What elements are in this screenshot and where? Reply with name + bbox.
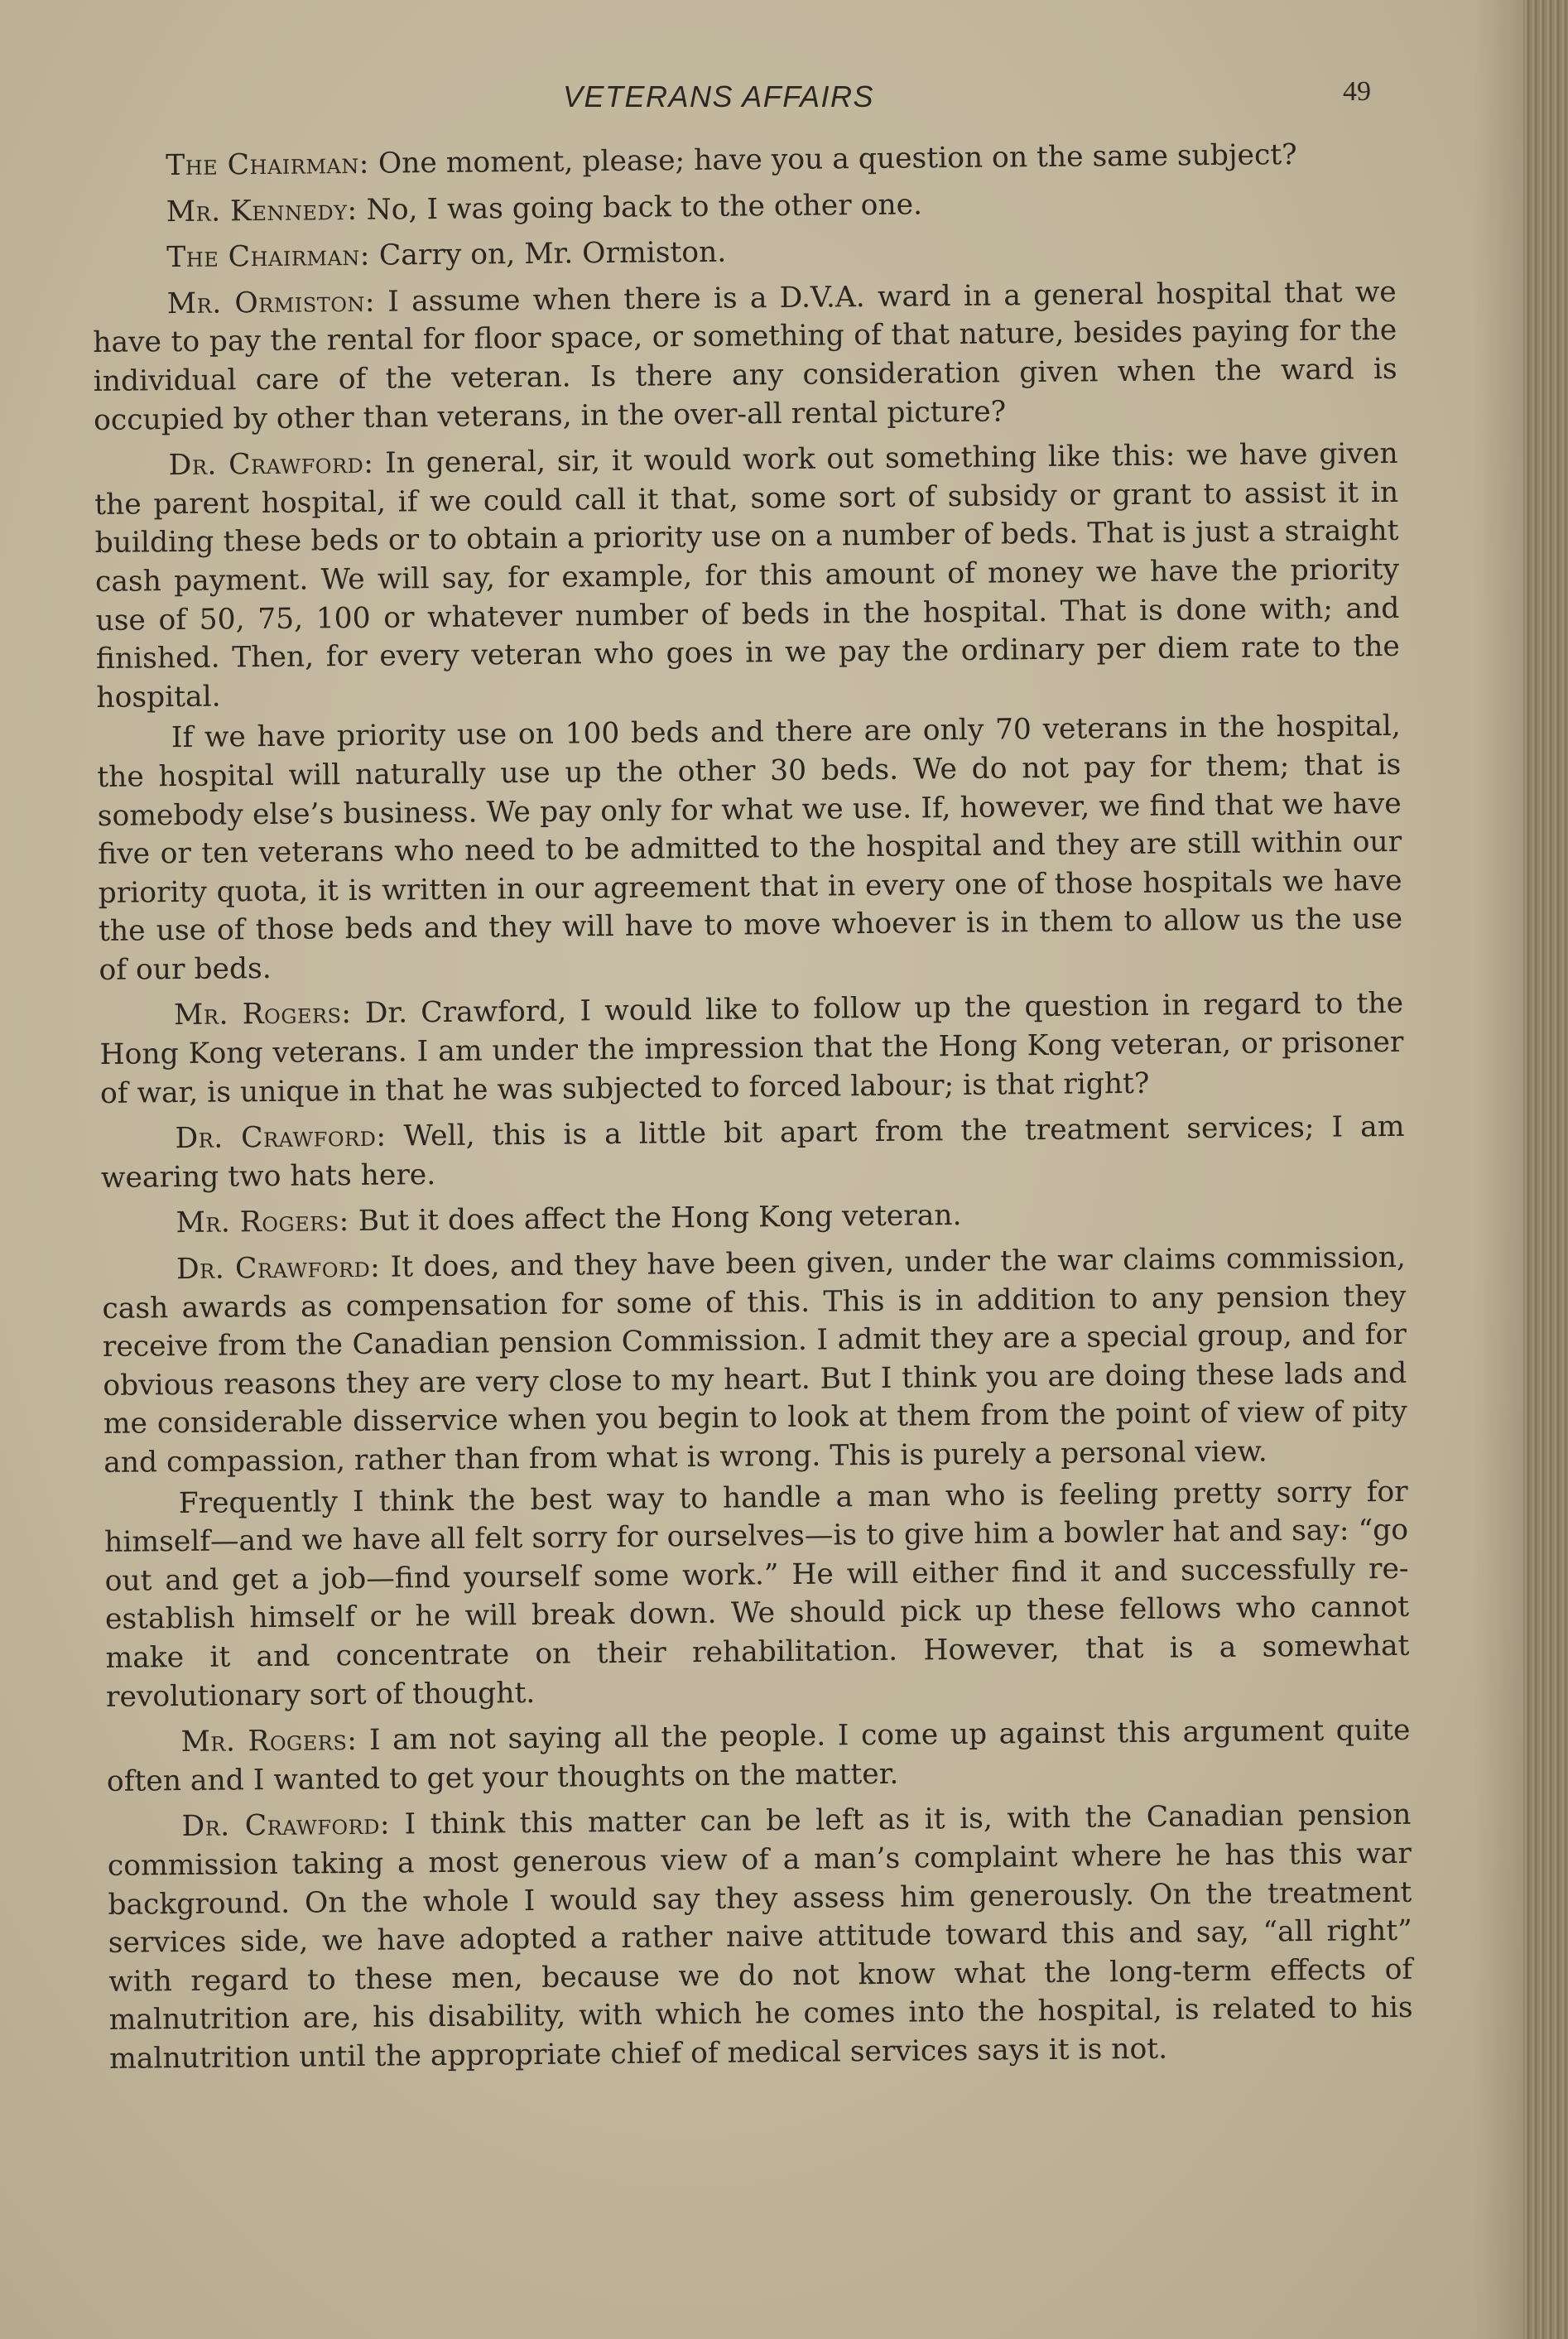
paragraph-text: One moment, please; have you a question on the same subject? [368, 138, 1297, 180]
page-number: 49 [1343, 76, 1371, 107]
speaker-label: Dr. Crawford: [168, 446, 374, 483]
paragraph [102, 1239, 1408, 1483]
speaker-label: The Chairman: [166, 147, 370, 183]
paragraph-text: Carry on, Mr. Ormiston. [369, 235, 727, 272]
speaker-label: Dr. Crawford: [175, 1119, 387, 1156]
speaker-label: Dr. Crawford: [176, 1250, 381, 1287]
paragraph [100, 1108, 1405, 1197]
paragraph [92, 227, 1396, 278]
paragraph-text: It does, and they have been given, under the war claims commission, cash awards as compensation for some of this. This is in addition to any pension they receive from the Canadian pension Commission. I admit they are a special group, and for obvious reasons they are very close to my heart. But I think you are doing these lads and me considerable disservice when you begin to look at them from the point of view of pity and compassion, rather than from what is wrong. This is purely a personal view. [102, 1240, 1407, 1480]
paragraph [107, 1796, 1413, 2078]
speaker-label: Mr. Rogers: [173, 997, 352, 1032]
page-edge-stack [1523, 0, 1568, 2339]
speaker-label: Dr. Crawford: [181, 1807, 391, 1844]
paragraph-text: I think this matter can be left as it is, with the Canadian pension commission taking a most generous view of a man’s complaint where he has this war background. On the whole I would say they assess him generously. On the treatment services side, we have adopted a rather naive attitude toward this and say, “all right” with regard to these men, because we do not know what the long-term effects of malnutrition are, his disability, with which he comes into the hospital, is related to his malnutrition until the appropriate chief of medical services says it is not. [107, 1798, 1413, 2076]
paragraph [97, 707, 1403, 989]
speaker-label: Mr. Rogers: [180, 1724, 358, 1759]
paragraph-text: Well, this is a little bit apart from the treatment services; I am wearing two hats here. [100, 1110, 1405, 1195]
paragraph [99, 984, 1404, 1113]
paragraph-text: Dr. Crawford, I would like to follow up the question in regard to the Hong Kong veterans. I am under the impression that the Hong Kong veteran, or prisoner of war, is unique in that he was subjected to forced labour; is that right? [99, 987, 1404, 1110]
paragraph [93, 273, 1398, 440]
paragraph-text: If we have priority use on 100 beds and there are only 70 veterans in the hospital, the hospital will naturally use up the other 30 beds. We do not pay for them; that is somebody else’s business. We pay only for what we use. If, however, we find that we have five or ten veterans who need to be admitted to the hospital and they are still within our priority quota, it is written in our agreement that in every one of those hospitals we have the use of those beds and they will have to move whoever is in them to allow us the use of our beds. [97, 710, 1403, 987]
paragraph-text: No, I was going back to the other one. [357, 187, 923, 227]
paragraph [94, 435, 1400, 717]
paragraph-text: I assume when there is a D.V.A. ward in a general hospital that we have to pay the rental for floor space, or something of that nature, besides paying for the individual care of the veteran. Is there any consideration given when the ward is occupied by other than veterans, in the over-all rental picture? [93, 275, 1397, 437]
spine-shadow [1474, 0, 1523, 2339]
speaker-label: Mr. Rogers: [176, 1205, 349, 1240]
paragraph [101, 1192, 1405, 1244]
paragraph-text: I am not saying all the people. I come up against this argument quite often and I wanted to get your thoughts on the matter. [106, 1713, 1411, 1798]
paragraph [106, 1711, 1411, 1801]
speaker-label: Mr. Kennedy: [166, 193, 358, 229]
page-header [0, 76, 1523, 126]
speaker-label: Mr. Ormiston: [166, 285, 376, 320]
transcript-body [91, 135, 1413, 2086]
running-title: VETERANS AFFAIRS [563, 79, 875, 113]
paragraph-text: But it does affect the Hong Kong veteran. [349, 1199, 962, 1239]
paragraph [104, 1472, 1411, 1716]
paragraph-text: Frequently I think the best way to handle a man who is feeling pretty sorry for himself—and we have all felt sorry for ourselves—is to give him a bowler hat and say: “go out and get a job—find yourself some work.” He will either find it and successfully re-establish himself or he will break down. We should pick up these fellows who cannot make it and concentrate on their rehabilitation. However, that is a somewhat revolutionary sort of thought. [103, 1475, 1410, 1714]
paragraph [92, 180, 1396, 232]
paragraph-text: In general, sir, it would work out something like this: we have given the parent hospital, if we could call it that, some sort of subsidy or grant to assist it in building these beds or to obtain a priority use on a number of beds. That is just a straight cash payment. We will say, for example, for this amount of money we have the priority use of 50, 75, 100 or whatever number of beds in the hospital. That is done with; and finished. Then, for every veteran who goes in we pay the ordinary per diem rate to the hospital. [94, 437, 1401, 715]
speaker-label: The Chairman: [166, 238, 371, 275]
